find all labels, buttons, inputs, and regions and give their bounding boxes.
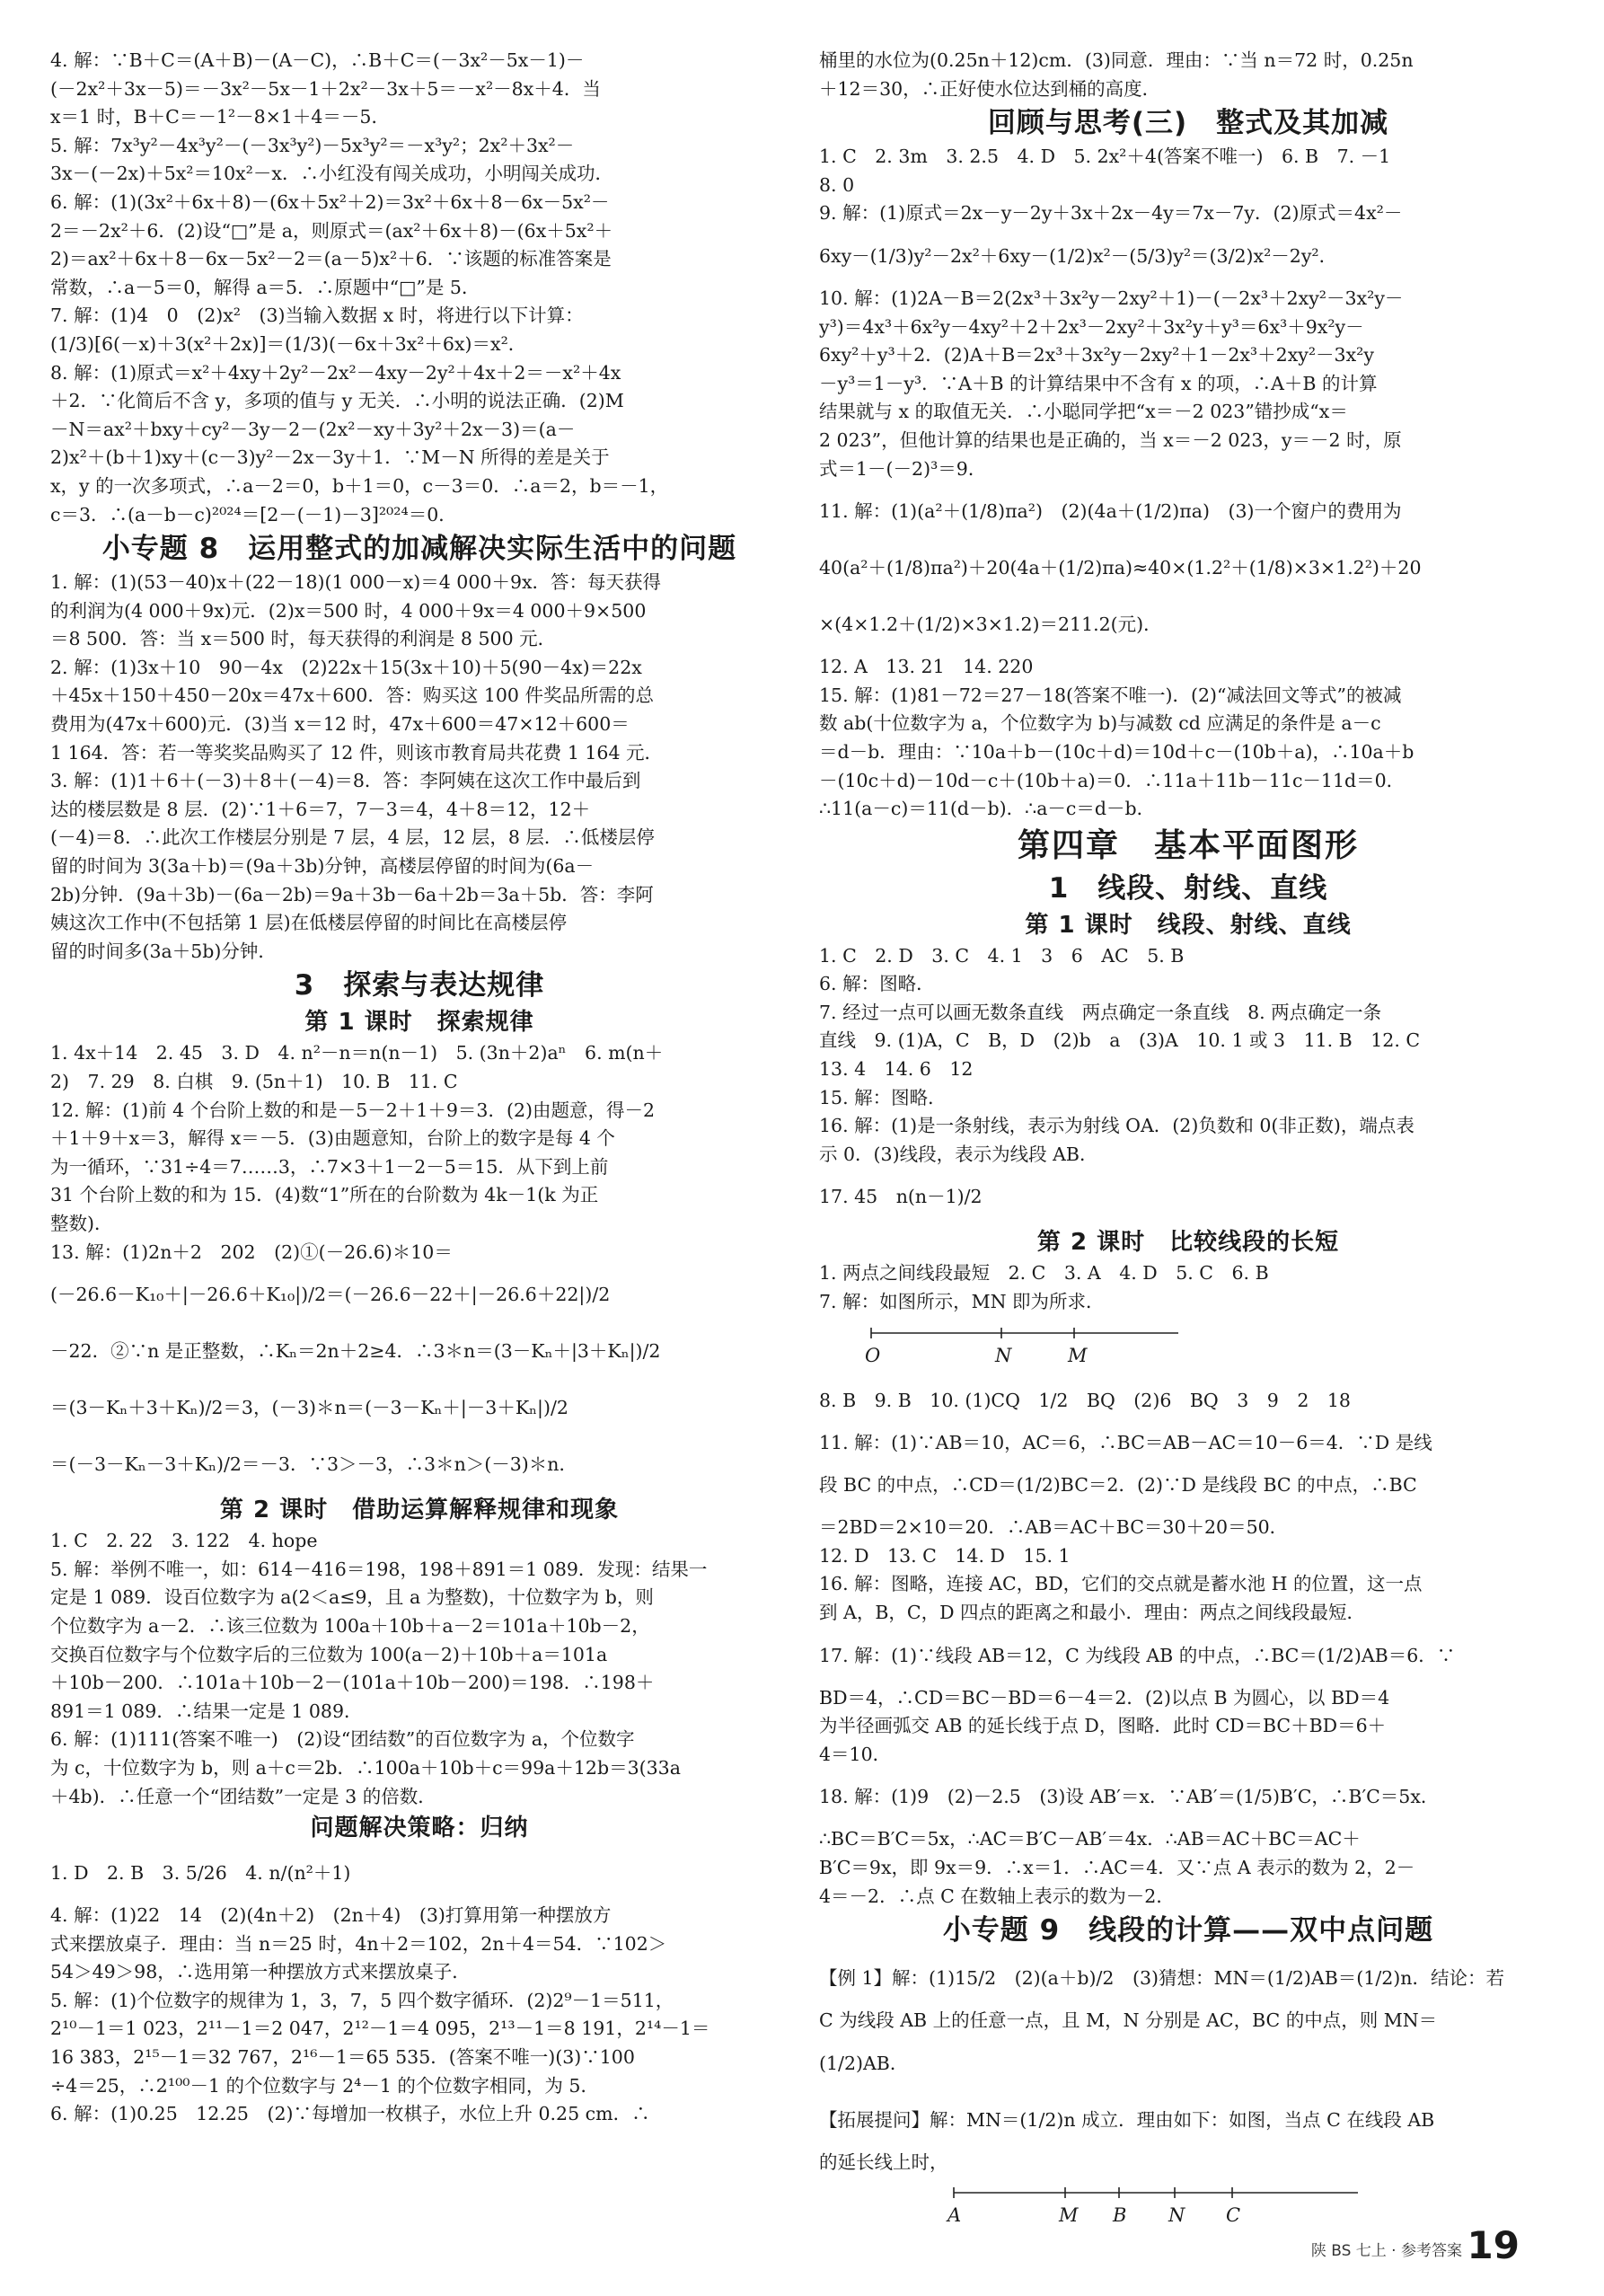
- answer-line: 7. 解：(1)4 0 (2)x² (3)当输入数据 x 时，将进行以下计算：: [50, 305, 584, 327]
- answer-line: 7. 经过一点可以画无数条直线 两点确定一条直线 8. 两点确定一条: [819, 1001, 1382, 1023]
- answer-line: －(10c＋d)－10d－c＋(10b＋a)＝0．∴11a＋11b－11c－11d＝0．: [819, 769, 1406, 791]
- answer-line: －N＝ax²＋bxy＋cy²－3y－2－(2x²－xy＋3y²＋2x－3)＝(a－: [50, 418, 576, 440]
- answer-line: 数 ab(十位数字为 a，个位数字为 b)与减数 cd 应满足的条件是 a－c: [819, 712, 1381, 735]
- answer-line: 891＝1 089．∴结果一定是 1 089．: [50, 1700, 363, 1722]
- page-number: 19: [1467, 2223, 1520, 2267]
- answer-line: ＝d－b．理由：∵10a＋b－(10c＋d)＝10d＋c－(10b＋a)，∴10a＋b: [819, 740, 1415, 763]
- answer-line: 10. 解：(1)2A－B＝2(2x³＋3x²y－2xy²＋1)－(－2x³＋2xy²－3x²y－: [819, 287, 1404, 309]
- answer-line: 31 个台阶上数的和为 15．(4)数“1”所在的台阶数为 4k－1(k 为正: [50, 1184, 599, 1206]
- answer-line: 6. 解：图略．: [819, 973, 935, 995]
- answer-line: 2)＝ax²＋6x＋8－6x－5x²－2＝(a－5)x²＋6．∵该题的标准答案是: [50, 248, 612, 270]
- answer-line: x，y 的一次多项式，∴a－2＝0，b＋1＝0，c－3＝0．∴a＝2，b＝－1，: [50, 474, 669, 497]
- answer-line: 2 023”，但他计算的结果也是正确的，当 x＝－2 023，y＝－2 时，原: [819, 428, 1402, 451]
- segment-figure-amcbnc: [819, 2177, 1557, 2232]
- answer-line: 2) 7. 29 8. 白棋 9. (5n＋1) 10. B 11. C: [50, 1071, 458, 1092]
- point-label: N: [995, 1344, 1012, 1366]
- answer-line: ＋2．∵化简后不含 y，多项的值与 y 无关．∴小明的说法正确．(2)M: [50, 390, 624, 412]
- answer-line: 12. D 13. C 14. D 15. 1: [819, 1544, 1071, 1567]
- answer-line: 1. D 2. B 3. 5/26 4. n/(n²＋1): [50, 1862, 351, 1885]
- answer-line: ＝(－3－Kₙ－3＋Kₙ)/2＝－3．∵3＞－3，∴3＊n＞(－3)＊n．: [50, 1453, 578, 1476]
- answer-line: 13. 4 14. 6 12: [819, 1058, 974, 1081]
- answer-line: 直线 9. (1)A，C B，D (2)b a (3)A 10. 1 或 3 11. B 12. C: [819, 1029, 1421, 1052]
- answer-line: 11. 解：(1)∵AB＝10，AC＝6，∴BC＝AB－AC＝10－6＝4．∵D 是线: [819, 1431, 1432, 1453]
- answer-line: 整数)．: [50, 1212, 113, 1234]
- answer-line: 1. C 2. 22 3. 122 4. hope: [50, 1530, 318, 1552]
- section-heading: 小专题 8 运用整式的加减解决实际生活中的问题: [101, 533, 737, 566]
- answer-line: 12. A 13. 21 14. 220: [819, 656, 1034, 678]
- answer-line: ∴BC＝B′C＝5x，∴AC＝B′C－AB′＝4x．∴AB＝AC＋BC＝AC＋: [819, 1828, 1361, 1850]
- answer-line: 2)x²＋(b＋1)xy＋(c－3)y²－2x－3y＋1．∵M－N 所得的差是关于: [50, 446, 610, 469]
- answer-line: 留的时间为 3(3a＋b)＝(9a＋3b)分钟，高楼层停留的时间为(6a－: [50, 855, 595, 878]
- section-heading: 3 探索与表达规律: [294, 969, 545, 1002]
- answer-line: 定是 1 089．设百位数字为 a(2＜a≤9，且 a 为整数)，十位数字为 b，则: [50, 1586, 654, 1609]
- answer-line: 2b)分钟．(9a＋3b)－(6a－2b)＝9a＋3b－6a＋2b＝3a＋5b．答：李阿: [50, 883, 654, 905]
- answer-line: 4＝－2．∴点 C 在数轴上表示的数为－2．: [819, 1885, 1175, 1907]
- answer-line: (1/2)AB．: [819, 2052, 909, 2074]
- answer-line: 1. C 2. D 3. C 4. 1 3 6 AC 5. B: [819, 944, 1185, 967]
- answer-line: ＝(3－Kₙ＋3＋Kₙ)/2＝3，(－3)＊n＝(－3－Kₙ＋|－3＋Kₙ|)/2: [50, 1397, 568, 1419]
- answer-line: 15. 解：(1)81－72＝27－18(答案不唯一)．(2)“减法回文等式”的被减: [819, 684, 1402, 706]
- answer-line: 式来摆放桌子．理由：当 n＝25 时，4n＋2＝102，2n＋4＝54．∵102＞: [50, 1932, 667, 1955]
- answer-line: 5. 解：7x³y²－4x³y²－(－3x³y²)－5x³y²＝－x³y²；2x²＋3x²－: [50, 134, 575, 156]
- point-label: M: [1059, 2204, 1079, 2227]
- section-heading: 第 1 课时 探索规律: [304, 1009, 534, 1037]
- answer-line: ＋12＝30，∴正好使水位达到桶的高度．: [819, 77, 1161, 100]
- segment-diagram: [819, 1317, 1448, 1373]
- section-heading: 第 2 课时 比较线段的长短: [1036, 1229, 1340, 1257]
- answer-line: 为半径画弧交 AB 的延长线于点 D，图略．此时 CD＝BC＋BD＝6＋: [819, 1715, 1387, 1737]
- answer-line: 个位数字为 a－2．∴该三位数为 100a＋10b＋a－2＝101a＋10b－2，: [50, 1614, 650, 1637]
- answer-line: 11. 解：(1)(a²＋(1/8)πa²) (2)(4a＋(1/2)πa) (3)一个窗户的费用为: [819, 500, 1402, 523]
- answer-line: 1. 解：(1)(53－40)x＋(22－18)(1 000－x)＝4 000＋9x．答：每天获得: [50, 571, 662, 594]
- answer-line: 【拓展提问】解：MN＝(1/2)n 成立．理由如下：如图，当点 C 在线段 AB: [819, 2108, 1435, 2131]
- answer-line: 1. C 2. 3m 3. 2.5 4. D 5. 2x²＋4(答案不唯一) 6. B 7. －1: [819, 146, 1391, 168]
- answer-line: 8. 0: [819, 173, 855, 196]
- answer-line: 4. 解：(1)22 14 (2)(4n＋2) (2n＋4) (3)打算用第一种摆放方: [50, 1904, 612, 1927]
- answer-line: B′C＝9x，即 9x＝9．∴x＝1．∴AC＝4．又∵点 A 表示的数为 2，2－: [819, 1856, 1415, 1878]
- answer-line: c＝3．∴(a－b－c)²⁰²⁴＝[2－(－1)－3]²⁰²⁴＝0．: [50, 503, 457, 525]
- answer-line: C 为线段 AB 上的任意一点，且 M，N 分别是 AC，BC 的中点，则 MN＝: [819, 2009, 1438, 2032]
- answer-line: 费用为(47x＋600)元．(3)当 x＝12 时，47x＋600＝47×12＋600＝: [50, 713, 630, 736]
- answer-line: 段 BC 的中点，∴CD＝(1/2)BC＝2．(2)∵D 是线段 BC 的中点，∴BC: [819, 1474, 1417, 1497]
- answer-line: 为 c，十位数字为 b，则 a＋c＝2b．∴100a＋10b＋c＝99a＋12b＝3(33a: [50, 1756, 681, 1779]
- answer-line: 桶里的水位为(0.25n＋12)cm．(3)同意．理由：∵当 n＝72 时，0.25n: [819, 49, 1414, 71]
- answer-line: 6. 解：(1)0.25 12.25 (2)∵每增加一枚棋子，水位上升 0.25 cm．∴: [50, 2103, 650, 2125]
- answer-line: ＋4b)．∴任意一个“团结数”一定是 3 的倍数．: [50, 1785, 436, 1807]
- answer-line: 2. 解：(1)3x＋10 90－4x (2)22x＋15(3x＋10)＋5(90－4x)＝22x: [50, 656, 642, 678]
- answer-line: 6xy－(1/3)y²－2x²＋6xy－(1/2)x²－(5/3)y²＝(3/2)x²－2y²．: [819, 244, 1338, 267]
- point-label: N: [1168, 2204, 1185, 2227]
- answer-line: ×(4×1.2＋(1/2)×3×1.2)＝211.2(元)．: [819, 614, 1162, 636]
- answer-line: 6xy²＋y³＋2．(2)A＋B＝2x³＋3x²y－2xy²＋1－2x³＋2xy²－3x²y: [819, 344, 1374, 366]
- section-heading: 回顾与思考(三) 整式及其加减: [987, 107, 1389, 140]
- answer-line: 结果就与 x 的取值无关．∴小聪同学把“x＝－2 023”错抄成“x＝: [819, 401, 1348, 423]
- answer-line: (－4)＝8．∴此次工作楼层分别是 7 层，4 层，12 层，8 层．∴低楼层停: [50, 826, 655, 849]
- section-heading: 问题解决策略：归纳: [310, 1815, 529, 1842]
- answer-line: 17. 45 n(n－1)/2: [819, 1186, 983, 1208]
- answer-line: (－2x²＋3x－5)＝－3x²－5x－1＋2x²－3x＋5＝－x²－8x＋4．当: [50, 77, 601, 100]
- answer-line: ＋10b－200．∴101a＋10b－2－(101a＋10b－200)＝198．∴198＋: [50, 1672, 655, 1694]
- answer-line: ＋1＋9＋x＝3，解得 x＝－5．(3)由题意知，台阶上的数字是每 4 个: [50, 1127, 615, 1150]
- answer-line: 6. 解：(1)(3x²＋6x＋8)－(6x＋5x²＋2)＝3x²＋6x＋8－6x－5x²－: [50, 190, 610, 213]
- answer-line: ＋45x＋150＋450－20x＝47x＋600．答：购买这 100 件奖品所需的总: [50, 684, 654, 707]
- answer-line: BD＝4，∴CD＝BC－BD＝6－4＝2．(2)以点 B 为圆心，以 BD＝4: [819, 1686, 1390, 1709]
- answer-line: 为一循环，∵31÷4＝7……3，∴7×3＋1－2－5＝15．从下到上前: [50, 1155, 609, 1178]
- answer-line: 6. 解：(1)111(答案不唯一) (2)设“团结数”的百位数字为 a，个位数字: [50, 1728, 635, 1751]
- answer-line: 式＝1－(－2)³＝9．: [819, 457, 987, 480]
- answer-line: (－26.6－K₁₀＋|－26.6＋K₁₀|)/2＝(－26.6－22＋|－26.6＋22|)/2: [50, 1284, 611, 1306]
- answer-line: 17. 解：(1)∵线段 AB＝12，C 为线段 AB 的中点，∴BC＝(1/2)AB＝6．∵: [819, 1644, 1456, 1666]
- left-column: [50, 47, 789, 2129]
- answer-line: 4. 解：∵B＋C＝(A＋B)－(A－C)，∴B＋C＝(－3x²－5x－1)－: [50, 49, 585, 71]
- answer-line: 8. 解：(1)原式＝x²＋4xy＋2y²－2x²－4xy－2y²＋4x＋2＝－x²＋4x: [50, 361, 621, 384]
- answer-line: 12. 解：(1)前 4 个台阶上数的和是－5－2＋1＋9＝3．(2)由题意，得－2: [50, 1099, 656, 1121]
- point-label: A: [947, 2204, 962, 2227]
- answer-line: 5. 解：(1)个位数字的规律为 1，3，7，5 四个数字循环．(2)2⁹－1＝511，: [50, 1989, 674, 2011]
- answer-line: 示 0．(3)线段，表示为线段 AB．: [819, 1143, 1098, 1165]
- segment-diagram: [819, 2177, 1448, 2232]
- answer-line: 的延长线上时，: [819, 2150, 948, 2173]
- section-heading: 第 2 课时 借助运算解释规律和现象: [219, 1497, 620, 1524]
- right-column: [819, 47, 1557, 2232]
- answer-line: 交换百位数字与个位数字后的三位数为 100(a－2)＋10b＋a＝101a: [50, 1643, 608, 1665]
- point-label: M: [1068, 1344, 1088, 1366]
- answer-line: y³)＝4x³＋6x²y－4xy²＋2＋2x³－2xy²＋3x²y＋y³＝6x³＋9x²y－: [819, 315, 1364, 338]
- answer-line: 54＞49＞98，∴选用第一种摆放方式来摆放桌子．: [50, 1961, 471, 1983]
- point-label: O: [865, 1344, 881, 1366]
- section-heading: 小专题 9 线段的计算——双中点问题: [942, 1914, 1434, 1947]
- segment-figure-omn: [819, 1317, 1557, 1373]
- answer-line: 5. 解：举例不唯一，如：614－416＝198，198＋891＝1 089．发现：结果一: [50, 1558, 708, 1580]
- answer-line: 7. 解：如图所示，MN 即为所求．: [819, 1291, 1105, 1313]
- answer-line: 姨这次工作中(不包括第 1 层)在低楼层停留的时间比在高楼层停: [50, 912, 568, 934]
- answer-line: 15. 解：图略．: [819, 1086, 947, 1108]
- answer-line: ＝8 500．答：当 x＝500 时，每天获得的利润是 8 500 元．: [50, 628, 557, 650]
- answer-line: 常数，∴a－5＝0，解得 a＝5．∴原题中“□”是 5．: [50, 276, 480, 298]
- section-heading: 第四章 基本平面图形: [1017, 826, 1359, 864]
- section-heading: 第 1 课时 线段、射线、直线: [1025, 911, 1352, 939]
- answer-line: 9. 解：(1)原式＝2x－y－2y＋3x＋2x－4y＝7x－7y．(2)原式＝4x²－: [819, 202, 1403, 225]
- answer-line: 的利润为(4 000＋9x)元．(2)x＝500 时，4 000＋9x＝4 000＋9×500: [50, 599, 647, 622]
- answer-line: 40(a²＋(1/8)πa²)＋20(4a＋(1/2)πa)≈40×(1.2²＋(1/8)×3×1.2²)＋20: [819, 557, 1422, 579]
- publisher-info: 陕 BS 七上 · 参考答案: [1310, 2242, 1462, 2260]
- answer-line: 到 A，B，C，D 四点的距离之和最小．理由：两点之间线段最短．: [819, 1602, 1366, 1623]
- section-heading: 1 线段、射线、直线: [1048, 871, 1328, 905]
- answer-line: 4＝10．: [819, 1743, 892, 1765]
- answer-line: 18. 解：(1)9 (2)－2.5 (3)设 AB′＝x．∵AB′＝(1/5)B′C，∴B′C＝5x．: [819, 1786, 1440, 1808]
- answer-line: 2＝－2x²＋6．(2)设“□”是 a，则原式＝(ax²＋6x＋8)－(6x＋5x²＋: [50, 219, 613, 242]
- answer-line: 1. 两点之间线段最短 2. C 3. A 4. D 5. C 6. B: [819, 1262, 1269, 1285]
- answer-line: 2¹⁰－1＝1 023，2¹¹－1＝2 047，2¹²－1＝4 095，2¹³－1＝8 191，2¹⁴－1＝: [50, 2018, 710, 2040]
- answer-line: ＝2BD＝2×10＝20．∴AB＝AC＋BC＝30＋20＝50．: [819, 1516, 1289, 1539]
- answer-line: 3x－(－2x)＋5x²＝10x²－x．∴小红没有闯关成功，小明闯关成功．: [50, 163, 613, 185]
- answer-line: 8. B 9. B 10. (1)CQ 1/2 BQ (2)6 BQ 3 9 2 18: [819, 1389, 1351, 1411]
- answer-line: －y³＝1－y³．∵A＋B 的计算结果中不含有 x 的项，∴A＋B 的计算: [819, 372, 1378, 394]
- answer-line: (1/3)[6(－x)＋3(x²＋2x)]＝(1/3)(－6x＋3x²＋6x)＝x²．: [50, 332, 527, 355]
- answer-line: ÷4＝25，∴2¹⁰⁰－1 的个位数字与 2⁴－1 的个位数字相同，为 5．: [50, 2074, 599, 2097]
- point-label: C: [1226, 2204, 1241, 2227]
- answer-line: 达的楼层数是 8 层．(2)∵1＋6＝7，7－3＝4，4＋8＝12，12＋: [50, 798, 591, 820]
- answer-line: 【例 1】解：(1)15/2 (2)(a＋b)/2 (3)猜想：MN＝(1/2)AB＝(1/2)n．结论：若: [819, 1967, 1504, 1990]
- answer-line: 1. 4x＋14 2. 45 3. D 4. n²－n＝n(n－1) 5. (3n＋2)aⁿ 6. m(n＋: [50, 1042, 664, 1064]
- answer-line: 3. 解：(1)1＋6＋(－3)＋8＋(－4)＝8．答：李阿姨在这次工作中最后到: [50, 770, 641, 792]
- point-label: B: [1113, 2204, 1127, 2227]
- answer-line: 16. 解：图略，连接 AC，BD，它们的交点就是蓄水池 H 的位置，这一点: [819, 1573, 1423, 1595]
- answer-line: 16. 解：(1)是一条射线，表示为射线 OA．(2)负数和 0(非正数)，端点表: [819, 1115, 1415, 1137]
- answer-line: x＝1 时，B＋C＝－1²－8×1＋4＝－5．: [50, 106, 390, 128]
- answer-line: 1 164．答：若一等奖奖品购买了 12 件，则该市教育局共花费 1 164 元．: [50, 741, 664, 764]
- answer-line: 13. 解：(1)2n＋2 202 (2)①(－26.6)＊10＝: [50, 1241, 453, 1263]
- answer-line: 留的时间多(3a＋5b)分钟．: [50, 940, 277, 962]
- answer-line: －22．②∵n 是正整数，∴Kₙ＝2n＋2≥4．∴3＊n＝(3－Kₙ＋|3＋Kₙ|)/2: [50, 1340, 661, 1363]
- answer-line: ∴11(a－c)＝11(d－b)．∴a－c＝d－b．: [819, 798, 1156, 820]
- answer-line: 16 383，2¹⁵－1＝32 767，2¹⁶－1＝65 535．(答案不唯一)(3)∵100: [50, 2046, 635, 2069]
